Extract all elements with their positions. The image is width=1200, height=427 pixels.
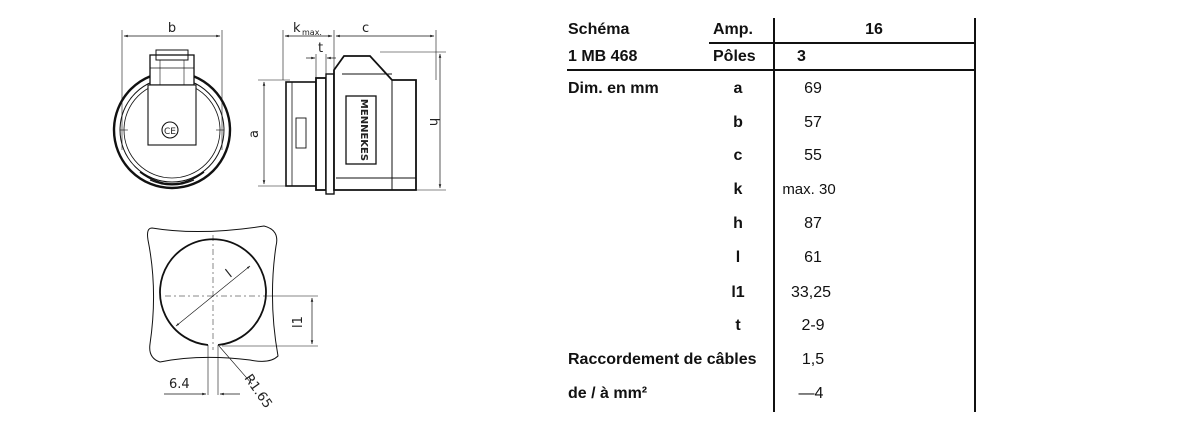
dim-c-label: c bbox=[362, 21, 370, 36]
row-key: t bbox=[735, 317, 741, 334]
row-value: max. 30 bbox=[782, 181, 836, 198]
row-value: 87 bbox=[804, 215, 822, 232]
row-key: l1 bbox=[731, 284, 745, 301]
dim-t-label: t bbox=[318, 41, 324, 56]
dim-b-label: b bbox=[167, 21, 177, 36]
schema-label: Schéma bbox=[568, 21, 630, 38]
dim-l-label: l bbox=[223, 267, 236, 282]
cable-value-min: 1,5 bbox=[801, 351, 825, 368]
side-view bbox=[258, 30, 446, 194]
dim-r165-label: R1.65 bbox=[240, 371, 275, 412]
row-key: b bbox=[733, 114, 743, 131]
amp-value: 16 bbox=[865, 21, 883, 38]
model-label: 1 MB 468 bbox=[568, 48, 638, 65]
row-key: l bbox=[735, 249, 741, 266]
cutout-view bbox=[148, 226, 319, 395]
row-value: 2-9 bbox=[801, 317, 825, 334]
rule-header-bottom bbox=[567, 69, 975, 71]
dim-k-sub-label: max. bbox=[302, 28, 322, 37]
rule-right-edge bbox=[974, 18, 976, 412]
dim-a-label: a bbox=[247, 130, 262, 138]
dim-k-label: k bbox=[293, 21, 301, 36]
row-value: 55 bbox=[804, 147, 822, 164]
row-key: h bbox=[733, 215, 743, 232]
dim-h-label: h bbox=[426, 117, 441, 127]
row-value: 61 bbox=[804, 249, 822, 266]
cable-value-max: —4 bbox=[798, 385, 824, 402]
row-value: 57 bbox=[804, 114, 822, 131]
ce-mark: CE bbox=[164, 127, 176, 137]
dim-label: Dim. en mm bbox=[568, 80, 659, 97]
row-key: k bbox=[733, 181, 743, 198]
brand-label: MENNEKES bbox=[358, 98, 369, 162]
dim-l1-label: l1 bbox=[291, 316, 306, 328]
poles-value: 3 bbox=[797, 48, 806, 65]
cable-label-line2: de / à mm² bbox=[568, 385, 648, 402]
row-key: a bbox=[733, 80, 743, 97]
row-value: 33,25 bbox=[790, 284, 832, 301]
row-key: c bbox=[733, 147, 743, 164]
poles-label: Pôles bbox=[713, 48, 756, 65]
rule-top-right bbox=[709, 42, 975, 44]
amp-label: Amp. bbox=[713, 21, 753, 38]
cable-label-line1: Raccordement de câbles bbox=[568, 351, 757, 368]
front-view bbox=[114, 30, 230, 188]
dim-6-4-label: 6.4 bbox=[169, 377, 190, 392]
row-value: 69 bbox=[804, 80, 822, 97]
